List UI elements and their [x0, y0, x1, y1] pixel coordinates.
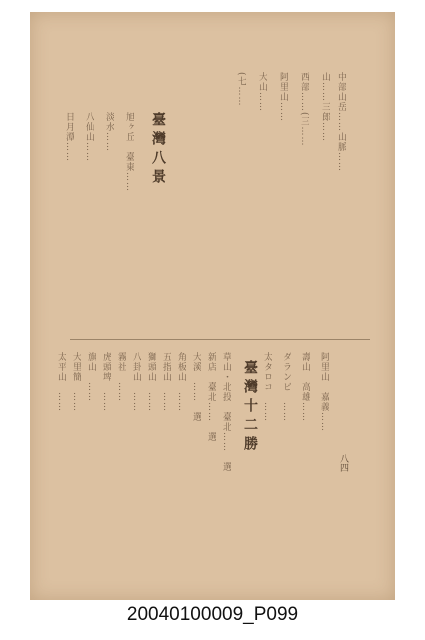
twelve-sights-item: 大溪 …… 選 — [191, 352, 201, 422]
twelve-sights-item: 五指山 …… — [161, 352, 171, 412]
lower-entry: 壽山 高雄…… — [300, 352, 310, 422]
upper-column: 中部山岳……山脈…… — [336, 72, 346, 172]
upper-column: 阿里山…… — [278, 72, 288, 122]
lower-entry: 太タロコ …… — [262, 352, 272, 422]
twelve-sights-item: 八卦山 …… — [131, 352, 141, 412]
image-caption: 20040100009_P099 — [126, 604, 299, 625]
eight-views-item: 淡水…… — [104, 112, 114, 152]
twelve-sights-item: 旗山 …… — [86, 352, 96, 402]
eight-views-item: 八仙山…… — [84, 112, 94, 162]
lower-entry: 阿里山 嘉義…… — [319, 352, 329, 432]
heading-taiwan-eight-views: 臺灣八景 — [150, 112, 166, 188]
twelve-sights-item: 霧社 …… — [116, 352, 126, 402]
twelve-sights-item: 虎頭埤 …… — [101, 352, 111, 412]
twelve-sights-item: 獅頭山 …… — [146, 352, 156, 412]
heading-taiwan-twelve-sights: 臺灣十二勝 — [242, 360, 258, 455]
upper-column: 西部……(三…… — [299, 72, 309, 147]
eight-views-item: 日月潭…… — [64, 112, 74, 162]
upper-column: 大山…… — [257, 72, 267, 112]
section-divider — [70, 339, 370, 340]
upper-column: 山……三郎…… — [320, 72, 330, 142]
lower-entry: ダランビ …… — [281, 352, 291, 422]
twelve-sights-item: 太平山 …… — [56, 352, 66, 412]
twelve-sights-item: 新店 臺北…… 選 — [206, 352, 216, 442]
twelve-sights-item: 角板山 …… — [176, 352, 186, 412]
page-number: 八四 — [338, 454, 348, 472]
upper-column: (七…… — [236, 72, 246, 107]
book-page — [30, 12, 395, 600]
eight-views-item: 旭ヶ丘 臺東…… — [124, 112, 134, 192]
twelve-sights-item: 大里簡 …… — [71, 352, 81, 412]
twelve-sights-item: 草山・北投 臺北…… 選 — [221, 352, 231, 472]
